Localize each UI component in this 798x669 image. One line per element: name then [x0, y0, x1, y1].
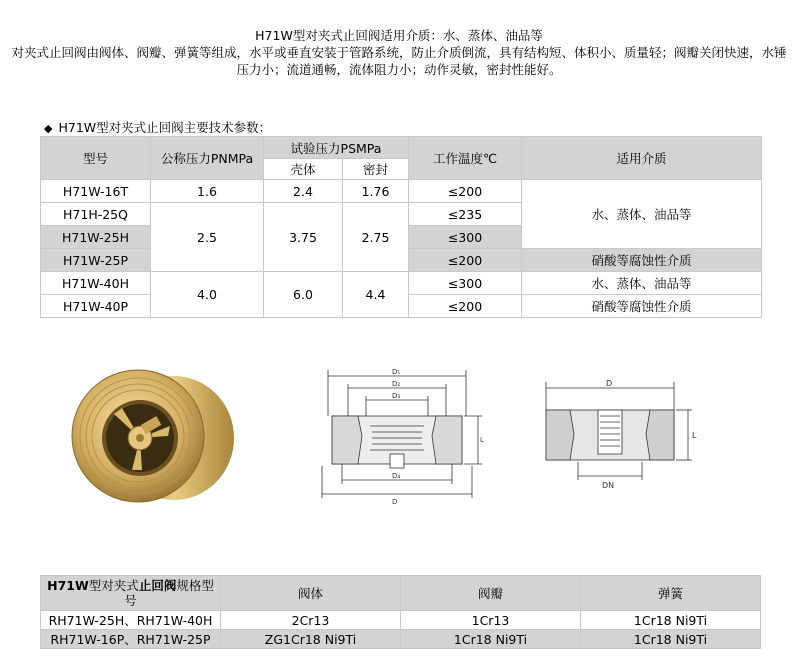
cell-body: 2Cr13 [221, 611, 401, 630]
label-l-right: L [692, 431, 697, 440]
cell-disc: 1Cr13 [401, 611, 581, 630]
cell-body: ZG1Cr18 Ni9Ti [221, 630, 401, 649]
cell-model: RH71W-25H、RH71W-40H [41, 611, 221, 630]
intro-title: H71W型对夹式止回阀适用介质：水、蒸体、油品等 [255, 28, 543, 43]
valve-photo [62, 356, 242, 506]
cell-temp: ≤200 [409, 180, 522, 203]
cell-model: H71W-40H [41, 272, 151, 295]
material-table [40, 575, 761, 649]
label-l: L [480, 436, 484, 444]
cell-model: H71W-25P [41, 249, 151, 272]
header-medium: 适用介质 [522, 137, 762, 180]
cell-shell: 3.75 [264, 203, 343, 272]
cell-nominal: 4.0 [151, 272, 264, 318]
table-row [41, 611, 761, 630]
header-bold-part2: 止回阀 [138, 578, 177, 593]
cell-temp: ≤200 [409, 295, 522, 318]
cell-model: H71H-25Q [41, 203, 151, 226]
header-shell: 壳体 [264, 159, 343, 180]
label-d: D [392, 498, 398, 506]
cell-medium: 硝酸等腐蚀性介质 [522, 295, 762, 318]
header-seal: 密封 [343, 159, 409, 180]
label-d2: D₂ [392, 380, 401, 388]
section-drawing-left-svg [318, 356, 486, 506]
header-body: 阀体 [221, 576, 401, 611]
cell-seal: 4.4 [343, 272, 409, 318]
cell-medium: 水、蒸体、油品等 [522, 272, 762, 295]
cell-seal: 2.75 [343, 203, 409, 272]
header-working-temp: 工作温度℃ [409, 137, 522, 180]
header-disc: 阀瓣 [401, 576, 581, 611]
label-d1: D₁ [392, 368, 401, 376]
section-drawing-right-svg [538, 370, 710, 500]
label-d4: D₄ [392, 472, 401, 480]
diamond-bullet-icon: ◆ [44, 122, 53, 135]
cell-shell: 6.0 [264, 272, 343, 318]
spec-section-heading [44, 118, 271, 136]
spec-heading-text: H71W型对夹式止回阀主要技术参数： [58, 120, 272, 135]
header-model: 型号 [41, 137, 151, 180]
spec-header-row [41, 137, 762, 159]
label-d3: D₃ [392, 392, 401, 400]
header-spec-model [41, 576, 221, 611]
cell-model: RH71W-16P、RH71W-25P [41, 630, 221, 649]
cell-medium: 硝酸等腐蚀性介质 [522, 249, 762, 272]
cell-temp: ≤200 [409, 249, 522, 272]
label-dn: DN [602, 481, 615, 490]
cell-model: H71W-16T [41, 180, 151, 203]
cell-spring: 1Cr18 Ni9Ti [581, 630, 761, 649]
cell-model: H71W-40P [41, 295, 151, 318]
table-row [41, 272, 762, 295]
table-row [41, 630, 761, 649]
cell-nominal: 2.5 [151, 203, 264, 272]
cell-temp: ≤300 [409, 226, 522, 249]
section-drawing-left [318, 356, 486, 506]
cell-spring: 1Cr18 Ni9Ti [581, 611, 761, 630]
cell-medium: 水、蒸体、油品等 [522, 180, 762, 249]
header-spring: 弹簧 [581, 576, 761, 611]
header-bold-part: H71W [47, 578, 89, 593]
cell-temp: ≤300 [409, 272, 522, 295]
header-normal-part2: 规格型号 [124, 578, 214, 608]
cell-disc: 1Cr18 Ni9Ti [401, 630, 581, 649]
section-drawing-right [538, 370, 710, 500]
header-test-pressure: 试验压力PSMPa [264, 137, 409, 159]
cell-seal: 1.76 [343, 180, 409, 203]
cell-nominal: 1.6 [151, 180, 264, 203]
spec-table [40, 136, 762, 318]
intro-description: 对夹式止回阀由阀体、阀瓣、弹簧等组成，水平或垂直安装于管路系统，防止介质倒流，具有结构短、体积小、质量轻；阀瓣关闭快速，水锤压力小；流道通畅，流体阻力小；动作灵敏，密封性能好。 [11, 45, 787, 77]
label-d-right: D [606, 379, 613, 388]
header-normal-part: 型对夹式 [88, 578, 139, 593]
cell-model: H71W-25H [41, 226, 151, 249]
cell-shell: 2.4 [264, 180, 343, 203]
header-nominal-pressure: 公称压力PNMPa [151, 137, 264, 180]
cell-temp: ≤235 [409, 203, 522, 226]
material-header-row [41, 576, 761, 611]
valve-photo-drawing [62, 356, 242, 506]
table-row [41, 180, 762, 203]
